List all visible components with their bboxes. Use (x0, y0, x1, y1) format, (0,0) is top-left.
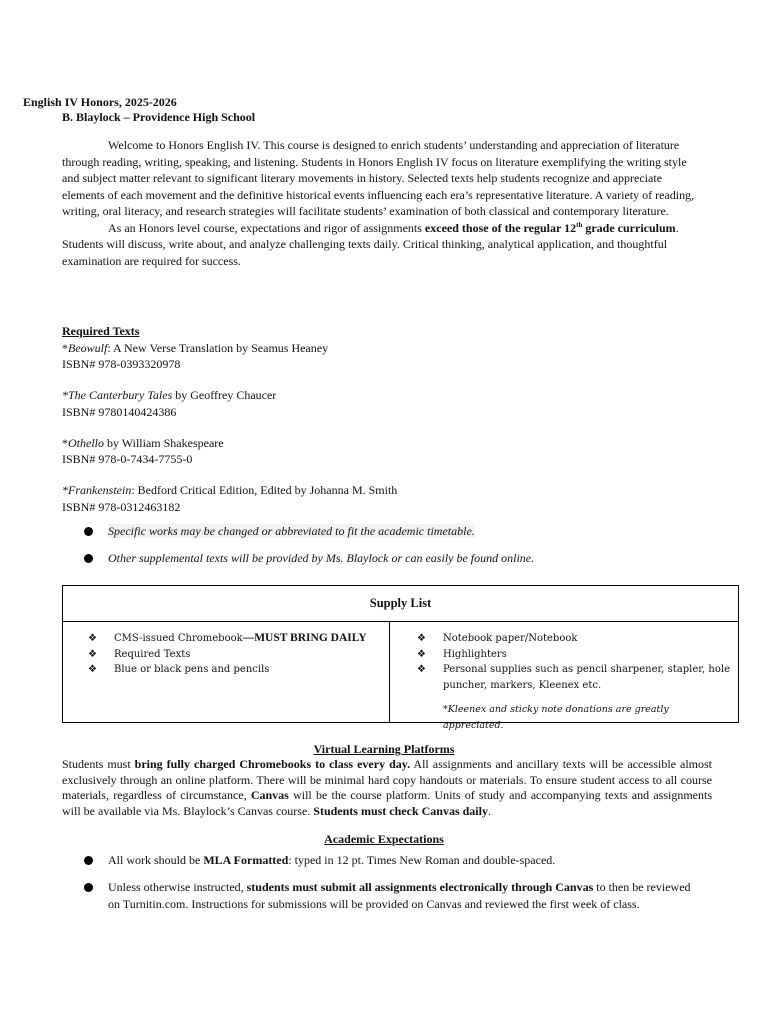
book-isbn: ISBN# 978-0-7434-7755-0 (62, 452, 193, 466)
note-text: Other supplemental texts will be provided by Ms. Blaylock or can easily be found online. (108, 551, 535, 565)
book-asterisk: * (62, 483, 68, 497)
list-item-text: : typed in 12 pt. Times New Roman and double-spaced. (288, 853, 556, 867)
supply-item (417, 647, 730, 663)
book-title-line (62, 340, 622, 357)
book-entry (62, 387, 622, 420)
book-isbn: ISBN# 978-0393320978 (62, 357, 181, 371)
supply-column-right (390, 622, 738, 731)
book-entry (62, 482, 622, 515)
bullet-icon (84, 856, 93, 865)
paragraph-text: All assignments and ancillary texts will be accessible almost exclusively through an online platform. There will be minimal hard copy handouts or materials. To ensure student access to all course materials, regardless of circumstance, (62, 757, 712, 802)
virtual-learning-heading: Virtual Learning Platforms (313, 742, 455, 756)
supply-item-text: Highlighters (443, 648, 507, 660)
list-item (84, 550, 704, 567)
instructor-line: B. Blaylock – Providence High School (62, 110, 256, 124)
supply-item (417, 631, 730, 647)
supply-list-table (62, 585, 739, 731)
paragraph-emphasis: bring fully charged Chromebooks to class every day. (134, 757, 411, 771)
intro-p2-text: As an Honors level course, expectations and rigor of assignments (108, 220, 425, 235)
intro-p2-text-2: . Students will discuss, write about, and analyze challenging texts daily. Critical thinking, analytical application, and thoughtful examination are required for success. (62, 220, 679, 268)
supply-item (417, 662, 730, 693)
book-title: The Canterbury Tales (68, 388, 173, 402)
required-texts-heading: Required Texts (62, 324, 140, 338)
paragraph-text: . (487, 803, 491, 818)
book-details: by Geoffrey Chaucer (172, 388, 277, 402)
intro-p2-bold-text-2: grade curriculum (582, 220, 676, 235)
virtual-learning-paragraph (62, 757, 712, 819)
paragraph-text: Students must (62, 757, 135, 771)
list-item-text: Unless otherwise instructed, (108, 879, 247, 894)
intro-paragraph-1: Welcome to Honors English IV. This course is designed to enrich students’ understanding and appreciation of literature through reading, writing, speaking, and listening. Students in Honors English IV focus on literature exemplifying the writing style and subject matter relevant to significant literary movements in history. Selected texts help students recognize and appreciate elements of each movement and the definitive historical events influencing each era’s representative literature. A variety of reading, writing, oral literacy, and research strategies will facilitate students’ examination of both classical and contemporary literature. (62, 138, 695, 218)
texts-notes-list (84, 523, 704, 577)
note-text: Specific works may be changed or abbreviated to fit the academic timetable. (108, 524, 475, 538)
book-asterisk: * (62, 435, 68, 450)
supply-item-text: CMS-issued Chromebook (114, 633, 243, 644)
book-title: Othello (68, 435, 104, 450)
supply-item-text: Required Texts (114, 648, 191, 660)
book-title: Beowulf (68, 340, 108, 355)
list-item-text: All work should be (108, 853, 204, 867)
diamond-bullet-icon: ❖ (88, 664, 97, 675)
diamond-bullet-icon: ❖ (417, 633, 426, 644)
diamond-bullet-icon: ❖ (417, 664, 426, 675)
supply-item (88, 662, 379, 678)
list-item (84, 852, 704, 870)
paragraph-emphasis: Canvas (250, 788, 289, 802)
diamond-bullet-icon: ❖ (88, 633, 97, 644)
book-entry (62, 435, 622, 468)
book-entry (62, 340, 622, 373)
supply-column-left (63, 622, 390, 722)
list-item (84, 523, 704, 540)
intro-section (62, 137, 702, 269)
intro-paragraph-2 (62, 220, 702, 270)
list-item (84, 879, 704, 914)
list-item-emphasis: MLA Formatted (203, 853, 289, 867)
supply-item-text: Personal supplies such as pencil sharpener, stapler, hole puncher, markers, Kleenex etc. (443, 664, 730, 691)
supply-item-text: Blue or black pens and pencils (114, 664, 270, 675)
academic-expectations-heading: Academic Expectations (324, 832, 444, 846)
diamond-bullet-icon: ❖ (417, 648, 426, 660)
donation-note: *Kleenex and sticky note donations are greatly appreciated. (443, 704, 669, 731)
book-details: : Bedford Critical Edition, Edited by Johanna M. Smith (131, 483, 398, 497)
bullet-icon (84, 527, 93, 536)
book-isbn: ISBN# 978-0312463182 (62, 499, 181, 514)
required-texts-section (62, 323, 622, 515)
supply-item (88, 631, 379, 647)
supply-item-emphasis: —MUST BRING DAILY (242, 632, 367, 644)
book-title: Frankenstein (68, 483, 132, 497)
paragraph-text: will be the course platform. Units of study and accompanying texts and assignments will be available via Ms. Blaylock’s Canvas course. (62, 788, 713, 818)
book-title-line (62, 435, 622, 452)
intro-p2-bold-text: exceed those of the regular 12 (424, 220, 577, 235)
paragraph-emphasis: Students must check Canvas daily (313, 803, 488, 818)
supply-list-title: Supply List (63, 586, 738, 622)
book-details: by William Shakespeare (104, 435, 224, 450)
book-asterisk: * (62, 340, 68, 355)
book-details: : A New Verse Translation by Seamus Heaney (107, 340, 329, 355)
intro-p2-bold (425, 221, 676, 235)
book-title-line (62, 482, 622, 499)
book-asterisk: * (62, 388, 68, 402)
book-isbn: ISBN# 9780140424386 (62, 404, 177, 419)
academic-expectations-list (84, 852, 704, 923)
supply-item (88, 647, 379, 663)
bullet-icon (84, 554, 93, 563)
list-item-text: to then be reviewed on Turnitin.com. Instructions for submissions will be provided on Canvas and reviewed the first week of class. (108, 879, 691, 911)
supply-item-text: Notebook paper/Notebook (443, 633, 578, 644)
course-title: English IV Honors, 2025-2026 (23, 95, 177, 109)
list-item-emphasis: students must submit all assignments electronically through Canvas (246, 879, 594, 894)
bullet-icon (84, 883, 93, 892)
ordinal-superscript: th (576, 220, 583, 229)
diamond-bullet-icon: ❖ (88, 648, 97, 660)
book-title-line (62, 387, 622, 404)
